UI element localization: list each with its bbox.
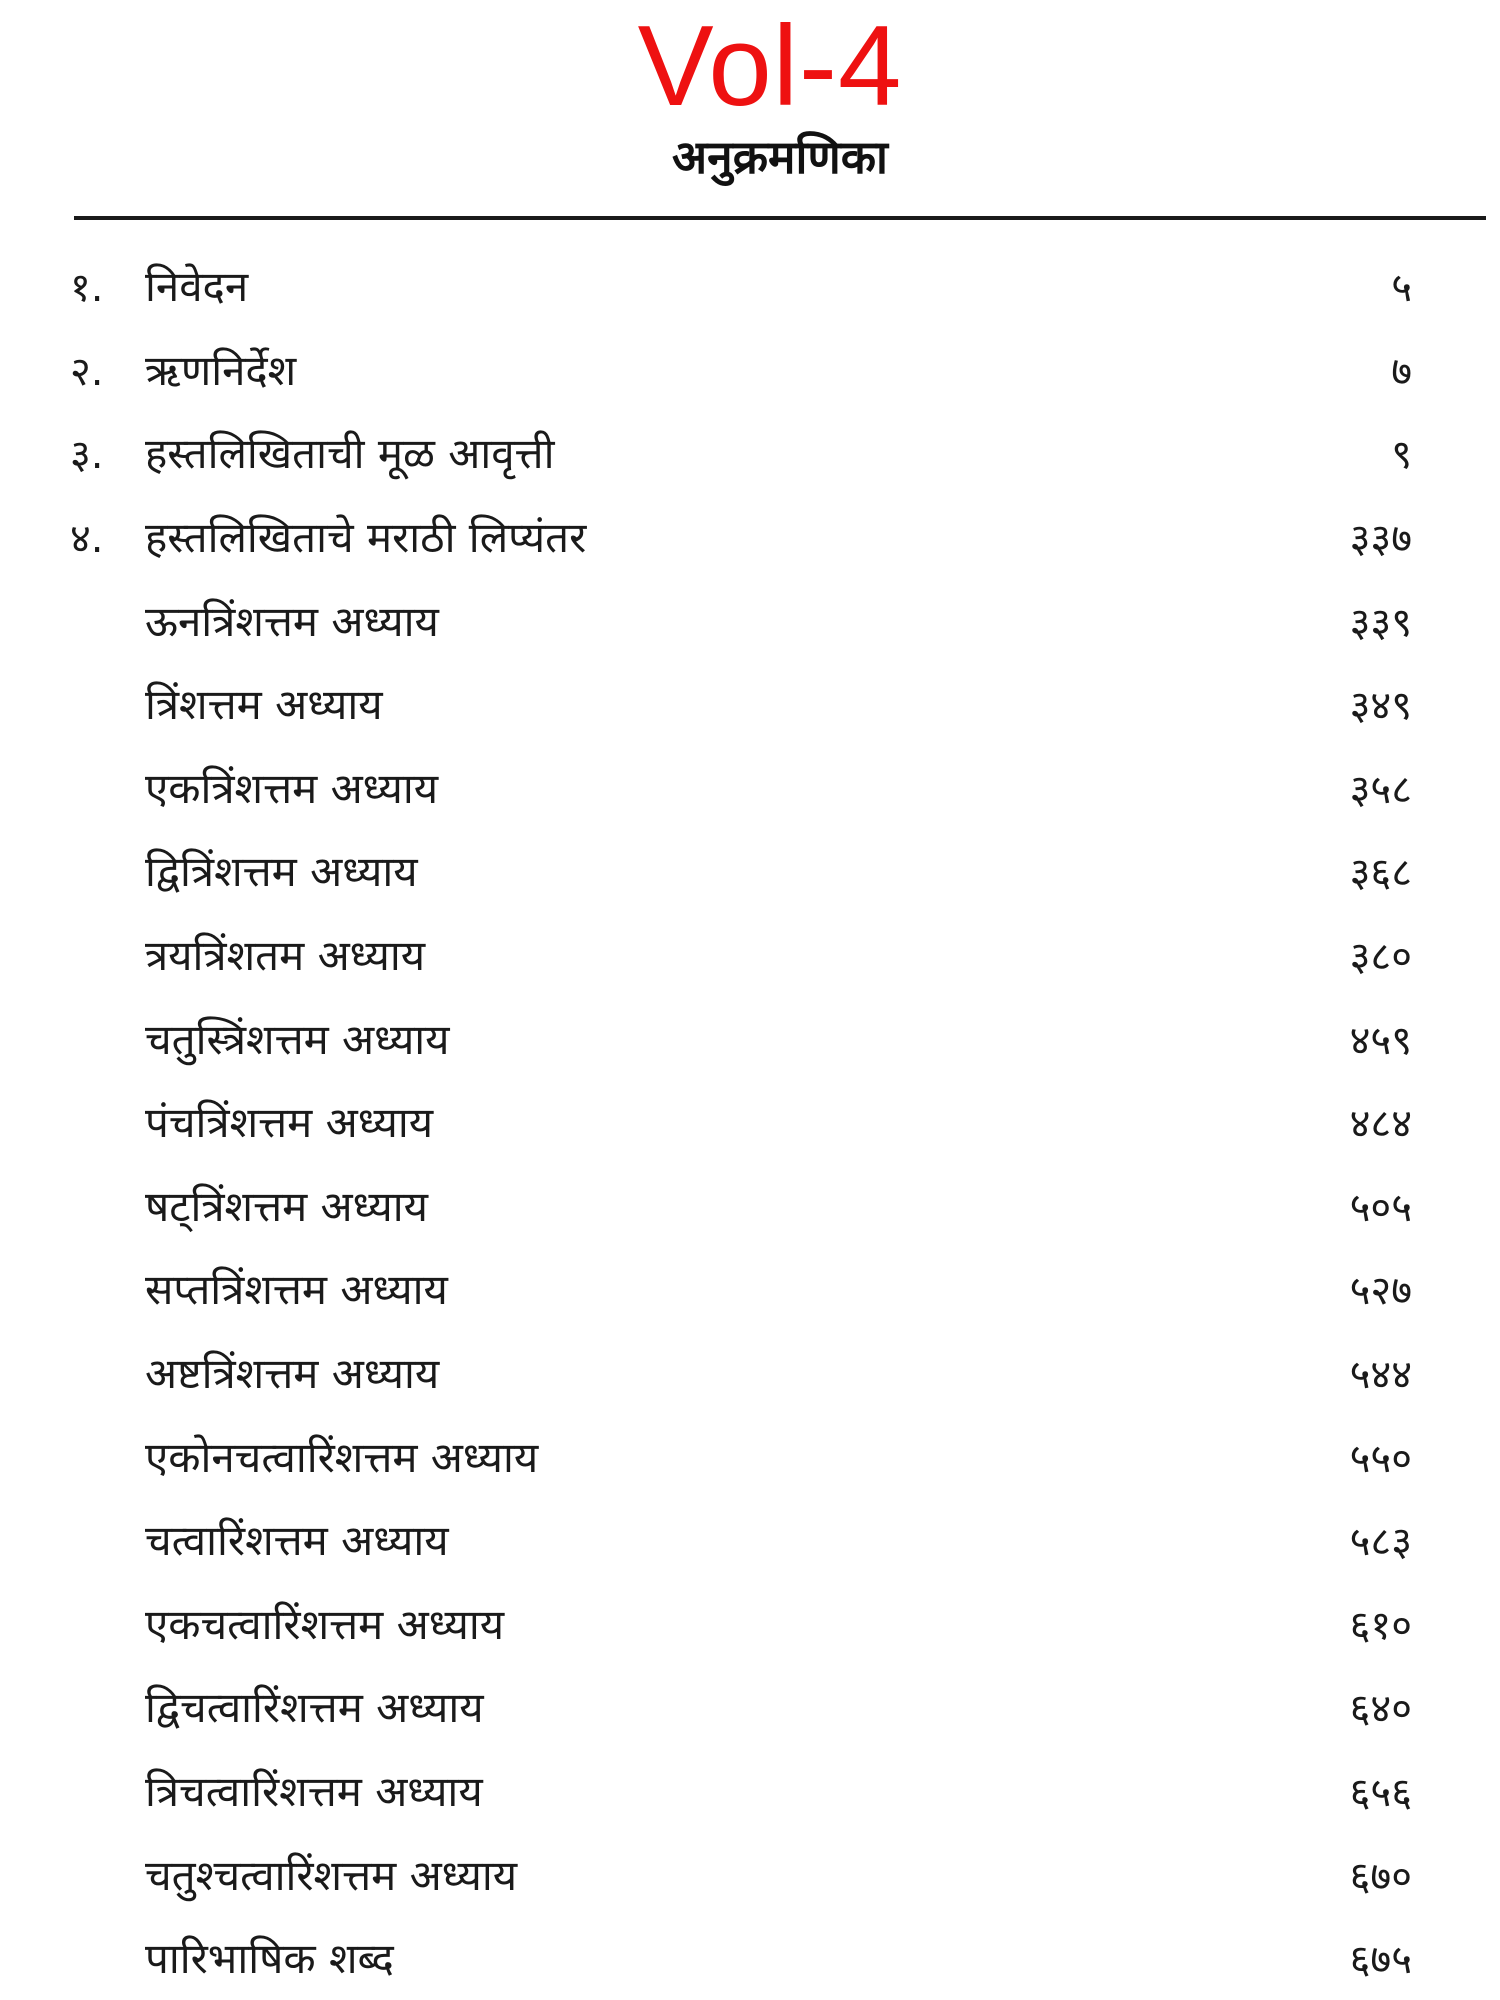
toc-entry-title: पारिभाषिक शब्द [145, 1934, 394, 1984]
toc-entry [0, 1414, 1500, 1498]
toc-entry-title: षट्त्रिंशत्तम अध्याय [145, 1181, 429, 1231]
toc-entry [0, 1247, 1500, 1331]
page-title: अनुक्रमणिका [672, 130, 888, 184]
toc-entry [0, 996, 1500, 1080]
toc-entry-title: त्रिचत्वारिंशत्तम अध्याय [145, 1766, 483, 1816]
toc-entry-page: ३३९ [1349, 599, 1412, 646]
toc-entry-title: एकत्रिंशत्तम अध्याय [145, 763, 439, 813]
toc-entry-page: ५२७ [1349, 1268, 1412, 1315]
toc-entry-page: ५ [1391, 265, 1412, 312]
toc-entry-page: ३८० [1349, 934, 1412, 981]
volume-label: Vol-4 [637, 3, 903, 130]
toc-entry [0, 746, 1500, 830]
toc-entry-page: ५८३ [1349, 1519, 1412, 1566]
toc-entry [0, 411, 1500, 495]
toc-entry-page: ३३७ [1349, 516, 1412, 563]
toc-entry-page: ५५० [1349, 1435, 1412, 1482]
toc-entry-title: चत्वारिंशत्तम अध्याय [145, 1516, 449, 1566]
toc-entry [0, 328, 1500, 412]
toc-entry [0, 1665, 1500, 1749]
toc-entry-number: ३. [70, 432, 104, 479]
title-divider [74, 216, 1486, 220]
toc-entry-page: ६७० [1349, 1853, 1412, 1900]
toc-entry [0, 1080, 1500, 1164]
toc-entry-title: हस्तलिखिताची मूळ आवृत्ती [145, 429, 555, 479]
toc-entry-title: एकचत्वारिंशत्तम अध्याय [145, 1599, 505, 1649]
toc-entry-title: त्रिंशत्तम अध्याय [145, 680, 383, 730]
toc-entry-page: ६७५ [1349, 1937, 1412, 1984]
toc-entry-page: ९ [1391, 432, 1412, 479]
toc-entry-title: ऊनत्रिंशत्तम अध्याय [145, 596, 439, 646]
toc-entry-title: पंचत्रिंशत्तम अध्याय [145, 1098, 434, 1148]
toc-entry-title: निवेदन [145, 262, 249, 312]
toc-entry [0, 829, 1500, 913]
toc-entry-page: ३६८ [1349, 850, 1412, 897]
toc-entry [0, 578, 1500, 662]
toc-entry-page: ५४४ [1349, 1352, 1412, 1399]
toc-entry-page: ७ [1391, 348, 1412, 395]
toc-entry [0, 1749, 1500, 1833]
toc-entry-title: द्विचत्वारिंशत्तम अध्याय [145, 1683, 484, 1733]
toc-entry-title: एकोनचत्वारिंशत्तम अध्याय [145, 1432, 539, 1482]
table-of-contents [0, 244, 1500, 1984]
toc-entry [0, 662, 1500, 746]
toc-entry-number: २. [70, 348, 104, 395]
toc-entry [0, 495, 1500, 579]
toc-entry-page: ४५९ [1349, 1017, 1412, 1064]
toc-entry-page: ३४९ [1349, 683, 1412, 730]
toc-entry-number: १. [70, 265, 104, 312]
toc-entry [0, 1916, 1500, 2000]
toc-entry-page: ६१० [1349, 1602, 1412, 1649]
toc-entry-page: ४८४ [1349, 1101, 1412, 1148]
toc-entry [0, 1582, 1500, 1666]
toc-entry-title: ऋणनिर्देश [145, 345, 297, 395]
toc-entry [0, 1331, 1500, 1415]
toc-entry-title: चतुस्त्रिंशत्तम अध्याय [145, 1014, 450, 1064]
toc-entry-page: ५०५ [1349, 1184, 1412, 1231]
toc-entry-title: द्वित्रिंशत्तम अध्याय [145, 847, 418, 897]
toc-entry-page: ६५६ [1349, 1769, 1412, 1816]
toc-entry-title: अष्टत्रिंशत्तम अध्याय [145, 1349, 440, 1399]
toc-entry-title: हस्तलिखिताचे मराठी लिप्यंतर [145, 513, 587, 563]
toc-entry [0, 1498, 1500, 1582]
toc-entry-page: ६४० [1349, 1686, 1412, 1733]
toc-entry-page: ३५८ [1349, 766, 1412, 813]
toc-entry [0, 1164, 1500, 1248]
toc-entry-title: चतुश्चत्वारिंशत्तम अध्याय [145, 1850, 518, 1900]
toc-entry [0, 913, 1500, 997]
toc-entry [0, 244, 1500, 328]
toc-entry-number: ४. [70, 516, 104, 563]
toc-entry-title: सप्तत्रिंशत्तम अध्याय [145, 1265, 448, 1315]
toc-entry [0, 1832, 1500, 1916]
toc-entry-title: त्रयत्रिंशतम अध्याय [145, 931, 426, 981]
